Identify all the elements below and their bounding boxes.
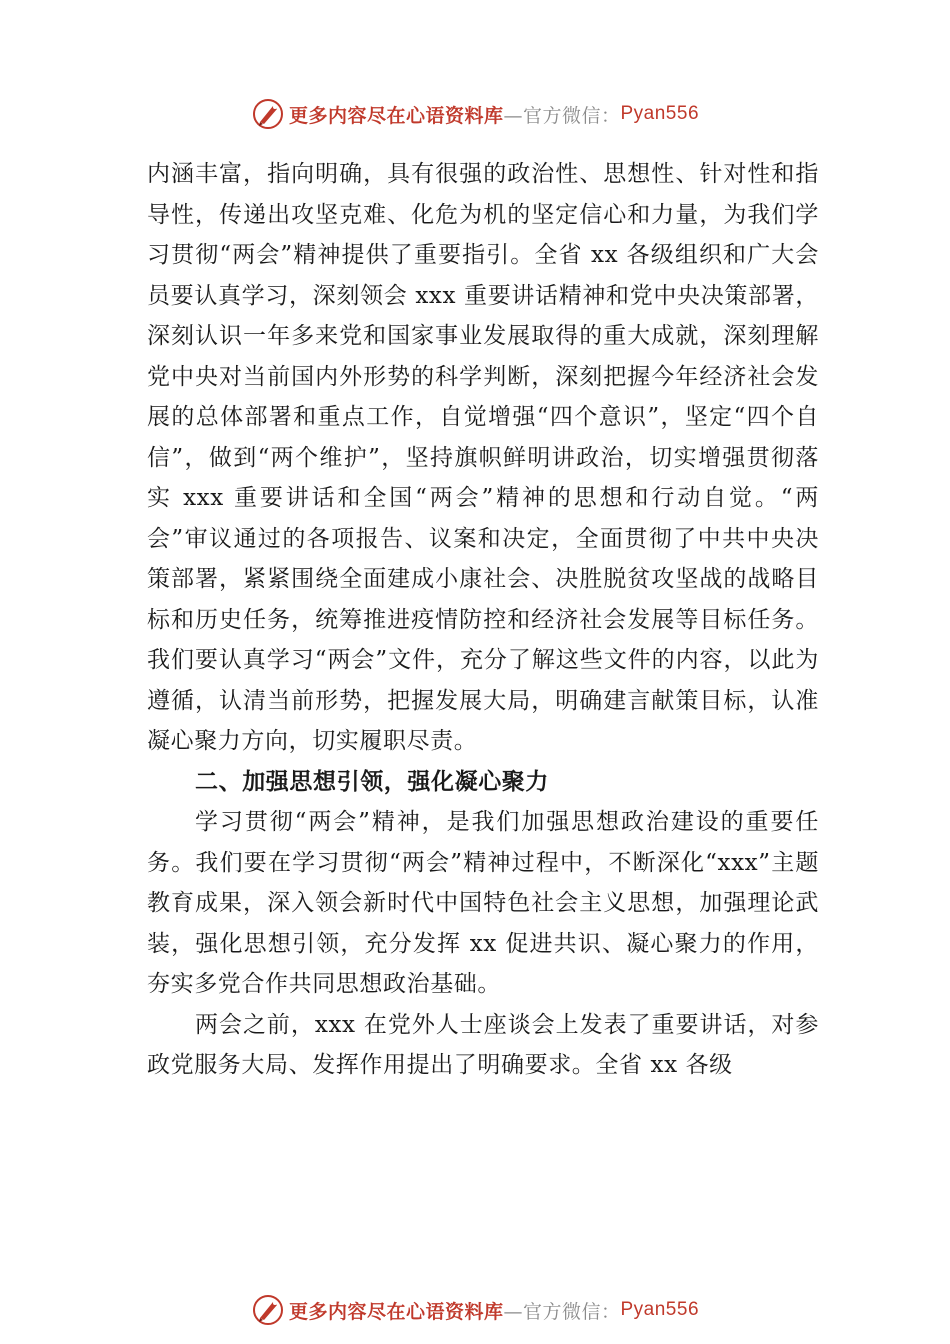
- header-banner: [0, 94, 950, 134]
- pen-logo-icon: [251, 1293, 285, 1327]
- banner-wechat-label: —官方微信：: [503, 104, 621, 127]
- footer-wechat-label: —官方微信：: [503, 1300, 621, 1323]
- section-heading-2: 二、加强思想引领，强化凝心聚力: [195, 768, 549, 795]
- footer-library-text: 更多内容尽在心语资料库: [288, 1300, 504, 1323]
- footer-wechat-id: Pyan556: [620, 1299, 700, 1320]
- banner-wechat-id: Pyan556: [620, 103, 700, 124]
- banner-library-text: 更多内容尽在心语资料库: [288, 104, 504, 127]
- footer-banner: [0, 1290, 950, 1330]
- document-body: [147, 154, 819, 1086]
- pen-logo-icon: [251, 97, 285, 131]
- paragraph-1: 内涵丰富，指向明确，具有很强的政治性、思想性、针对性和指导性，传递出攻坚克难、化危为机的坚定信心和力量，为我们学习贯彻“两会”精神提供了重要指引。全省 xx 各级组织和广大会员要认真学习，深刻领会 xxx 重要讲话精神和党中央决策部署，深刻认识一年多来党和国家事业发展取得的重大成就，深刻理解党中央对当前国内外形势的科学判断，深刻把握今年经济社会发展的总体部署和重点工作，自觉增强“四个意识”，坚定“四个自信”，做到“两个维护”，坚持旗帜鲜明讲政治，切实增强贯彻落实 xxx 重要讲话和全国“两会”精神的思想和行动自觉。“两会”审议通过的各项报告、议案和决定，全面贯彻了中共中央决策部署，紧紧围绕全面建成小康社会、决胜脱贫攻坚战的战略目标和历史任务，统筹推进疫情防控和经济社会发展等目标任务。我们要认真学习“两会”文件，充分了解这些文件的内容，以此为遵循，认清当前形势，把握发展大局，明确建言献策目标，认准凝心聚力方向，切实履职尽责。: [147, 161, 819, 754]
- paragraph-3: 两会之前，xxx 在党外人士座谈会上发表了重要讲话，对参政党服务大局、发挥作用提出了明确要求。全省 xx 各级: [147, 1011, 819, 1078]
- paragraph-2: 学习贯彻“两会”精神，是我们加强思想政治建设的重要任务。我们要在学习贯彻“两会”精神过程中，不断深化“xxx”主题教育成果，深入领会新时代中国特色社会主义思想，加强理论武装，强化思想引领，充分发挥 xx 促进共识、凝心聚力的作用，夯实多党合作共同思想政治基础。: [147, 809, 819, 997]
